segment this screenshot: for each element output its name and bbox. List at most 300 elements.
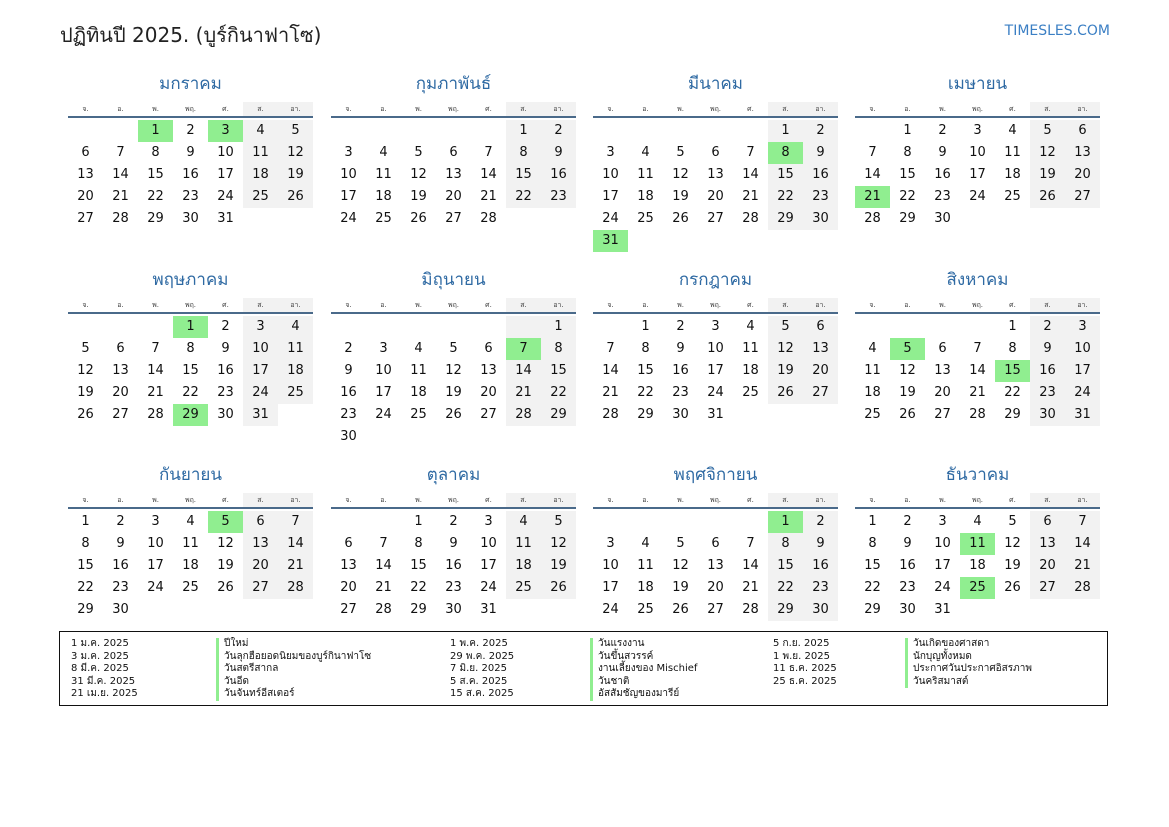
- day-cell: 26: [410, 211, 427, 226]
- day-cell: 22: [147, 189, 164, 204]
- day-cell: 7: [116, 145, 125, 160]
- month-name: กุมภาพันธ์: [415, 74, 492, 94]
- weekday-label: ศ.: [747, 105, 754, 113]
- day-cell: 1: [506, 120, 541, 142]
- day-cell: 10: [340, 167, 357, 182]
- day-cell: 14: [147, 363, 164, 378]
- day-cell: 25: [1004, 189, 1021, 204]
- day-cell: 23: [541, 186, 576, 208]
- day-cell: 11: [1004, 145, 1021, 160]
- day-cell: 18: [742, 363, 759, 378]
- day-cell: 12: [672, 558, 689, 573]
- empty-cell: [103, 120, 138, 142]
- day-cell: 1: [541, 316, 576, 338]
- day-cell: 5: [541, 511, 576, 533]
- weekday-label: พ.: [415, 301, 422, 309]
- legend-date: 1 พ.ค. 2025: [450, 638, 508, 649]
- day-cell: 19: [217, 558, 234, 573]
- weekday-label: อา.: [541, 298, 576, 312]
- day-cell: 10: [1065, 338, 1100, 360]
- day-cell: 24: [707, 385, 724, 400]
- day-cell: 21: [1065, 555, 1100, 577]
- day-cell: 25: [182, 580, 199, 595]
- day-cell: 24: [934, 580, 951, 595]
- day-cell: 18: [637, 189, 654, 204]
- day-cell: 27: [803, 382, 838, 404]
- day-cell: 9: [903, 536, 912, 551]
- day-cell: 20: [112, 385, 129, 400]
- day-cell: 28: [480, 211, 497, 226]
- day-cell: 21: [742, 189, 759, 204]
- weekday-label: อา.: [541, 493, 576, 507]
- day-cell: 17: [934, 558, 951, 573]
- weekday-label: จ.: [607, 496, 614, 504]
- legend-date: 3 ม.ค. 2025: [71, 650, 129, 662]
- day-cell: 16: [803, 164, 838, 186]
- day-cell: 10: [969, 145, 986, 160]
- day-cell: 18: [969, 558, 986, 573]
- weekday-label: พฤ.: [971, 496, 984, 504]
- day-cell: 23: [445, 580, 462, 595]
- month-divider: [593, 312, 838, 314]
- day-cell: 16: [217, 363, 234, 378]
- day-cell: 7: [746, 145, 755, 160]
- weekday-label: พ.: [152, 105, 159, 113]
- day-cell: 20: [340, 580, 357, 595]
- day-cell: 28: [602, 407, 619, 422]
- day-cell: 12: [217, 536, 234, 551]
- day-cell: 22: [410, 580, 427, 595]
- empty-cell: [663, 511, 698, 533]
- day-cell: 27: [934, 407, 951, 422]
- day-cell: 3: [606, 536, 615, 551]
- weekday-label: พฤ.: [709, 105, 722, 113]
- month-name: มิถุนายน: [421, 270, 486, 290]
- day-cell: 28: [278, 577, 313, 599]
- day-cell: 11: [410, 363, 427, 378]
- weekday-label: พ.: [152, 496, 159, 504]
- day-cell: 19: [445, 385, 462, 400]
- day-cell: 15: [768, 164, 803, 186]
- day-cell: 10: [602, 167, 619, 182]
- month-name: เมษายน: [947, 74, 1008, 94]
- weekday-label: พฤ.: [971, 105, 984, 113]
- day-cell: 21: [147, 385, 164, 400]
- legend-holiday-name: วันลุกฮือยอดนิยมของบูร์กินาฟาโซ: [216, 651, 371, 664]
- month-block: [855, 72, 1100, 230]
- month-block: [331, 463, 576, 621]
- day-cell: 21: [969, 385, 986, 400]
- day-grid: [331, 120, 576, 230]
- weekday-label: ศ.: [485, 301, 492, 309]
- day-cell: 30: [672, 407, 689, 422]
- empty-cell: [401, 120, 436, 142]
- legend-holiday-name: วันแรงงาน: [590, 638, 644, 651]
- legend-date: 11 ธ.ค. 2025: [773, 663, 837, 674]
- day-cell: 14: [602, 363, 619, 378]
- day-cell: 20: [77, 189, 94, 204]
- day-cell: 13: [1030, 533, 1065, 555]
- day-cell: 11: [742, 341, 759, 356]
- month-name: สิงหาคม: [946, 270, 1009, 290]
- day-grid: [593, 511, 838, 621]
- day-cell: 16: [934, 167, 951, 182]
- legend-date: 1 พ.ย. 2025: [773, 650, 830, 662]
- weekday-label: อา.: [1065, 102, 1100, 116]
- day-cell: 30: [899, 602, 916, 617]
- day-cell: 2: [449, 514, 458, 529]
- legend-holiday-name: อัสสัมชัญของมารีย์: [590, 688, 679, 701]
- day-cell: 10: [375, 363, 392, 378]
- day-cell: 20: [803, 360, 838, 382]
- legend-holiday-name: วันเกิดของศาสดา: [905, 638, 989, 651]
- day-cell: 20: [445, 189, 462, 204]
- legend-holiday-name: วันสตรีสากล: [216, 663, 278, 676]
- legend-date: 25 ธ.ค. 2025: [773, 675, 837, 687]
- day-cell: 16: [899, 558, 916, 573]
- day-cell: 18: [410, 385, 427, 400]
- month-block: [68, 268, 313, 426]
- day-cell: 30: [217, 407, 234, 422]
- day-cell: 5: [449, 341, 458, 356]
- month-divider: [593, 507, 838, 509]
- weekday-label: พฤ.: [709, 496, 722, 504]
- page-title: ปฏิทินปี 2025. (บูร์กินาฟาโซ): [60, 23, 322, 47]
- day-cell: 12: [768, 338, 803, 360]
- month-name: พฤษภาคม: [152, 270, 229, 290]
- day-cell: 17: [480, 558, 497, 573]
- day-cell: 30: [803, 208, 838, 230]
- legend-date: 21 เม.ย. 2025: [71, 688, 138, 699]
- weekday-label: อ.: [642, 496, 649, 504]
- day-cell: 21: [375, 580, 392, 595]
- day-cell: 23: [182, 189, 199, 204]
- day-cell: 28: [1065, 577, 1100, 599]
- day-cell: 4: [186, 514, 195, 529]
- day-cell: 15: [147, 167, 164, 182]
- weekday-label: จ.: [607, 105, 614, 113]
- day-grid: [593, 316, 838, 426]
- day-cell: 5: [1008, 514, 1017, 529]
- day-cell: 4: [641, 145, 650, 160]
- day-cell: 18: [278, 360, 313, 382]
- day-cell: 11: [375, 167, 392, 182]
- day-cell: 21: [506, 382, 541, 404]
- day-cell: 13: [1065, 142, 1100, 164]
- day-cell: 6: [938, 341, 947, 356]
- day-cell: 14: [375, 558, 392, 573]
- day-grid: [855, 316, 1100, 426]
- day-cell: 18: [864, 385, 881, 400]
- day-cell: 8: [81, 536, 90, 551]
- day-cell: 8: [903, 145, 912, 160]
- weekday-label: พ.: [415, 105, 422, 113]
- day-cell: 26: [899, 407, 916, 422]
- day-cell: 15: [637, 363, 654, 378]
- day-cell: 26: [1030, 186, 1065, 208]
- day-cell: 27: [445, 211, 462, 226]
- day-grid: [855, 511, 1100, 621]
- holiday-legend: [59, 631, 1108, 706]
- holiday-day-cell: 8: [768, 142, 803, 164]
- legend-holiday-name: วันชาติ: [590, 676, 629, 689]
- holiday-day-cell: 21: [855, 186, 890, 208]
- day-cell: 17: [243, 360, 278, 382]
- day-cell: 23: [672, 385, 689, 400]
- day-cell: 24: [969, 189, 986, 204]
- day-cell: 11: [637, 167, 654, 182]
- holiday-day-cell: 11: [960, 533, 995, 555]
- day-cell: 20: [707, 580, 724, 595]
- empty-cell: [331, 316, 366, 338]
- day-cell: 26: [541, 577, 576, 599]
- day-cell: 9: [1030, 338, 1065, 360]
- day-cell: 11: [182, 536, 199, 551]
- day-cell: 7: [278, 511, 313, 533]
- day-cell: 30: [182, 211, 199, 226]
- month-divider: [331, 116, 576, 118]
- day-cell: 7: [484, 145, 493, 160]
- day-cell: 15: [506, 164, 541, 186]
- weekday-label: ส.: [243, 298, 278, 312]
- day-cell: 24: [147, 580, 164, 595]
- holiday-day-cell: 15: [995, 360, 1030, 382]
- day-cell: 16: [672, 363, 689, 378]
- legend-holiday-name: วันอีด: [216, 676, 249, 689]
- weekday-header: [68, 298, 313, 312]
- day-cell: 12: [1030, 142, 1065, 164]
- day-cell: 3: [606, 145, 615, 160]
- month-block: [331, 72, 576, 230]
- weekday-label: อา.: [803, 298, 838, 312]
- day-cell: 20: [707, 189, 724, 204]
- day-cell: 17: [969, 167, 986, 182]
- day-cell: 29: [637, 407, 654, 422]
- day-cell: 8: [151, 145, 160, 160]
- day-cell: 8: [186, 341, 195, 356]
- day-cell: 15: [410, 558, 427, 573]
- day-cell: 8: [768, 533, 803, 555]
- month-divider: [68, 312, 313, 314]
- day-cell: 17: [602, 580, 619, 595]
- weekday-label: อ.: [904, 301, 911, 309]
- weekday-label: อ.: [380, 105, 387, 113]
- empty-cell: [960, 316, 995, 338]
- day-cell: 28: [742, 211, 759, 226]
- day-cell: 7: [746, 536, 755, 551]
- weekday-header: [68, 102, 313, 116]
- day-cell: 27: [1065, 186, 1100, 208]
- weekday-label: ศ.: [1009, 301, 1016, 309]
- weekday-label: พ.: [677, 496, 684, 504]
- day-cell: 22: [541, 382, 576, 404]
- day-cell: 5: [676, 536, 685, 551]
- day-cell: 24: [217, 189, 234, 204]
- day-cell: 14: [1065, 533, 1100, 555]
- day-cell: 11: [506, 533, 541, 555]
- day-cell: 22: [864, 580, 881, 595]
- day-cell: 18: [375, 189, 392, 204]
- day-cell: 12: [410, 167, 427, 182]
- day-cell: 24: [375, 407, 392, 422]
- day-cell: 6: [1065, 120, 1100, 142]
- holiday-day-cell: 1: [138, 120, 173, 142]
- day-cell: 2: [803, 120, 838, 142]
- day-cell: 20: [480, 385, 497, 400]
- weekday-header: [331, 298, 576, 312]
- day-grid: [593, 120, 838, 252]
- day-cell: 9: [186, 145, 195, 160]
- empty-cell: [331, 120, 366, 142]
- day-cell: 19: [768, 360, 803, 382]
- day-cell: 17: [217, 167, 234, 182]
- day-cell: 26: [1004, 580, 1021, 595]
- day-cell: 14: [969, 363, 986, 378]
- day-cell: 27: [707, 211, 724, 226]
- day-cell: 20: [1065, 164, 1100, 186]
- day-cell: 5: [676, 145, 685, 160]
- day-cell: 2: [803, 511, 838, 533]
- day-cell: 17: [602, 189, 619, 204]
- day-cell: 28: [742, 602, 759, 617]
- day-cell: 22: [182, 385, 199, 400]
- day-cell: 16: [112, 558, 129, 573]
- weekday-header: [331, 493, 576, 507]
- day-cell: 29: [864, 602, 881, 617]
- weekday-label: พฤ.: [447, 105, 460, 113]
- weekday-label: จ.: [82, 105, 89, 113]
- day-cell: 23: [112, 580, 129, 595]
- day-cell: 7: [868, 145, 877, 160]
- day-cell: 30: [934, 211, 951, 226]
- weekday-label: อ.: [380, 301, 387, 309]
- weekday-label: อา.: [1065, 298, 1100, 312]
- day-cell: 8: [541, 338, 576, 360]
- day-cell: 14: [112, 167, 129, 182]
- day-cell: 29: [899, 211, 916, 226]
- day-cell: 12: [445, 363, 462, 378]
- day-cell: 24: [243, 382, 278, 404]
- brand-link[interactable]: TIMESLES.COM: [1004, 23, 1110, 39]
- month-block: [593, 268, 838, 426]
- day-grid: [68, 120, 313, 230]
- day-cell: 17: [147, 558, 164, 573]
- day-cell: 7: [1065, 511, 1100, 533]
- day-cell: 29: [77, 602, 94, 617]
- month-name: ธันวาคม: [945, 465, 1010, 485]
- day-cell: 2: [221, 319, 230, 334]
- day-cell: 13: [340, 558, 357, 573]
- month-divider: [855, 312, 1100, 314]
- empty-cell: [628, 120, 663, 142]
- day-cell: 6: [81, 145, 90, 160]
- weekday-label: อ.: [380, 496, 387, 504]
- holiday-day-cell: 5: [890, 338, 925, 360]
- weekday-label: จ.: [82, 301, 89, 309]
- day-cell: 26: [672, 211, 689, 226]
- day-cell: 10: [147, 536, 164, 551]
- day-cell: 3: [938, 514, 947, 529]
- day-cell: 13: [707, 558, 724, 573]
- day-cell: 14: [742, 167, 759, 182]
- day-cell: 31: [934, 602, 951, 617]
- day-cell: 25: [278, 382, 313, 404]
- holiday-day-cell: 1: [768, 511, 803, 533]
- month-block: [68, 72, 313, 230]
- day-cell: 22: [768, 186, 803, 208]
- day-cell: 22: [1004, 385, 1021, 400]
- day-cell: 4: [278, 316, 313, 338]
- day-cell: 6: [484, 341, 493, 356]
- day-cell: 23: [1030, 382, 1065, 404]
- day-cell: 17: [340, 189, 357, 204]
- day-cell: 22: [77, 580, 94, 595]
- legend-date: 15 ส.ค. 2025: [450, 688, 514, 699]
- day-cell: 2: [541, 120, 576, 142]
- weekday-label: อา.: [803, 102, 838, 116]
- holiday-day-cell: 5: [208, 511, 243, 533]
- day-cell: 10: [243, 338, 278, 360]
- day-cell: 20: [934, 385, 951, 400]
- day-cell: 28: [147, 407, 164, 422]
- day-cell: 10: [217, 145, 234, 160]
- legend-holiday-name: งานเลี้ยงของ Mischief: [590, 663, 697, 676]
- day-cell: 14: [864, 167, 881, 182]
- empty-cell: [733, 511, 768, 533]
- legend-date: 29 พ.ค. 2025: [450, 650, 515, 662]
- day-cell: 8: [868, 536, 877, 551]
- day-cell: 9: [803, 142, 838, 164]
- day-cell: 28: [969, 407, 986, 422]
- empty-cell: [331, 511, 366, 533]
- day-cell: 1: [414, 514, 423, 529]
- weekday-header: [855, 298, 1100, 312]
- day-cell: 13: [707, 167, 724, 182]
- day-cell: 7: [606, 341, 615, 356]
- weekday-label: อ.: [642, 301, 649, 309]
- day-cell: 15: [182, 363, 199, 378]
- empty-cell: [925, 316, 960, 338]
- empty-cell: [855, 120, 890, 142]
- day-cell: 29: [768, 599, 803, 621]
- weekday-header: [331, 102, 576, 116]
- empty-cell: [366, 316, 401, 338]
- day-grid: [68, 316, 313, 426]
- weekday-label: ส.: [243, 493, 278, 507]
- day-cell: 16: [541, 164, 576, 186]
- day-cell: 27: [112, 407, 129, 422]
- day-cell: 8: [414, 536, 423, 551]
- day-cell: 13: [112, 363, 129, 378]
- day-cell: 9: [449, 536, 458, 551]
- legend-holiday-name: วันขึ้นสวรรค์: [590, 651, 653, 664]
- day-cell: 11: [278, 338, 313, 360]
- day-cell: 9: [938, 145, 947, 160]
- day-cell: 6: [803, 316, 838, 338]
- day-cell: 16: [445, 558, 462, 573]
- legend-holiday-name: นักบุญทั้งหมด: [905, 651, 972, 664]
- weekday-label: พฤ.: [971, 301, 984, 309]
- day-cell: 13: [480, 363, 497, 378]
- month-divider: [855, 507, 1100, 509]
- day-cell: 15: [541, 360, 576, 382]
- day-cell: 3: [973, 123, 982, 138]
- day-cell: 28: [112, 211, 129, 226]
- day-cell: 26: [445, 407, 462, 422]
- holiday-day-cell: 7: [506, 338, 541, 360]
- day-cell: 4: [506, 511, 541, 533]
- day-cell: 3: [344, 145, 353, 160]
